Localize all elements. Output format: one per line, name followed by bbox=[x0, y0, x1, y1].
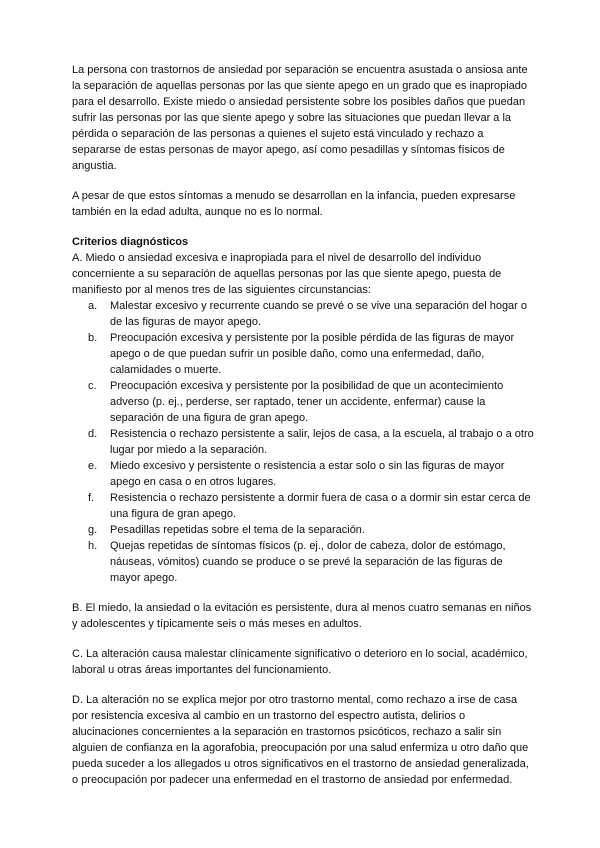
criterion-a-intro: A. Miedo o ansiedad excesiva e inapropiada para el nivel de desarrollo del individuo concerniente a su separación de aquellas personas por las que siente apego, puesta de manifiesto por al menos tres de las siguientes circunstancias: bbox=[72, 252, 502, 296]
section-heading: Criterios diagnósticos bbox=[72, 236, 189, 248]
criterion-c-paragraph: C. La alteración causa malestar clínicamente significativo o deterioro en lo social, académico, laboral u otras áreas importantes del funcionamiento. bbox=[72, 648, 528, 676]
list-item-text: Resistencia o rechazo persistente a dormir fuera de casa o a dormir sin estar cerca de una figura de gran apego. bbox=[110, 492, 531, 520]
list-item-text: Preocupación excesiva y persistente por la posibilidad de que un acontecimiento adverso (p. ej., perderse, ser raptado, tener un accidente, enfermar) cause la separación de una figura de gran apego. bbox=[110, 380, 504, 424]
list-marker: e. bbox=[88, 460, 98, 472]
list-marker: a. bbox=[88, 300, 98, 312]
list-item bbox=[72, 330, 534, 378]
list-item-text: Preocupación excesiva y persistente por la posible pérdida de las figuras de mayor apego o de que puedan sufrir un posible daño, como una enfermedad, daño, calamidades o muerte. bbox=[110, 332, 515, 376]
adult-onset-paragraph: A pesar de que estos síntomas a menudo se desarrollan en la infancia, pueden expresarse también en la edad adulta, aunque no es lo normal. bbox=[72, 190, 516, 218]
list-marker: b. bbox=[88, 332, 98, 344]
list-item-text: Pesadillas repetidas sobre el tema de la separación. bbox=[110, 524, 365, 536]
list-item bbox=[72, 378, 534, 426]
intro-paragraph: La persona con trastornos de ansiedad por separación se encuentra asustada o ansiosa ante la separación de aquellas personas por las que siente apego en un grado que es inapropiado para el desarrollo. Existe miedo o ansiedad persistente sobre los posibles daños que puedan sufrir las personas por las que siente apego y sobre las situaciones que puedan llevar a la pérdida o separación de las personas a quienes el sujeto está vinculado y rechazo a separarse de estas personas de mayor apego, así como pesadillas y síntomas físicos de angustia. bbox=[72, 64, 528, 172]
list-marker: f. bbox=[88, 492, 95, 504]
document-page bbox=[72, 62, 534, 802]
criterion-d-paragraph: D. La alteración no se explica mejor por otro trastorno mental, como rechazo a irse de casa por resistencia excesiva al cambio en un trastorno del espectro autista, delirios o alucinaciones concernientes a la separación en trastornos psicóticos, rechazo a salir sin alguien de confianza en la agorafobia, preocupación por una salud enfermiza u otro daño que pueda suceder a los allegados u otros significativos en el trastorno de ansiedad generalizada, o preocupación por padecer una enfermedad en el trastorno de ansiedad por enfermedad. bbox=[72, 694, 529, 786]
list-item-text: Quejas repetidas de síntomas físicos (p. ej., dolor de cabeza, dolor de estómago, náuseas, vómitos) cuando se produce o se prevé la separación de las figuras de mayor apego. bbox=[110, 540, 506, 584]
list-item-text: Malestar excesivo y recurrente cuando se prevé o se vive una separación del hogar o de las figuras de mayor apego. bbox=[110, 300, 528, 328]
criterion-a-list bbox=[72, 298, 534, 586]
list-item-text: Miedo excesivo y persistente o resistencia a estar solo o sin las figuras de mayor apego en casa o en otros lugares. bbox=[110, 460, 505, 488]
list-item bbox=[72, 298, 534, 330]
list-item bbox=[72, 426, 534, 458]
list-marker: g. bbox=[88, 524, 98, 536]
criterion-b-paragraph: B. El miedo, la ansiedad o la evitación es persistente, dura al menos cuatro semanas en niños y adolescentes y típicamente seis o más meses en adultos. bbox=[72, 602, 532, 630]
list-item bbox=[72, 522, 534, 538]
list-item-text: Resistencia o rechazo persistente a salir, lejos de casa, a la escuela, al trabajo o a otro lugar por miedo a la separación. bbox=[110, 428, 534, 456]
list-item bbox=[72, 490, 534, 522]
list-item bbox=[72, 538, 534, 586]
list-item bbox=[72, 458, 534, 490]
list-marker: h. bbox=[88, 540, 98, 552]
list-marker: c. bbox=[88, 380, 97, 392]
list-marker: d. bbox=[88, 428, 98, 440]
